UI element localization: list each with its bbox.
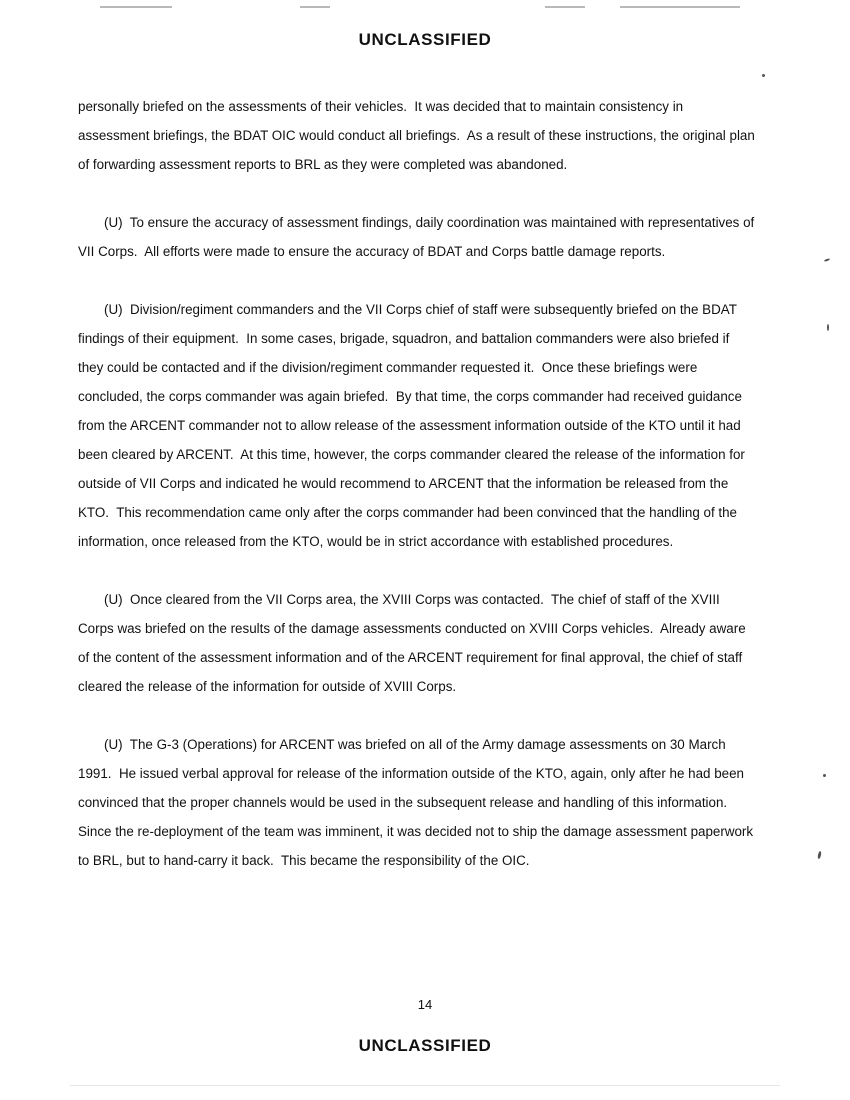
classification-header: UNCLASSIFIED: [358, 30, 492, 49]
document-body: [78, 92, 758, 875]
scan-edge-line: [70, 1085, 780, 1086]
scan-artifact-mark: [620, 6, 740, 8]
paragraph: (U) Once cleared from the VII Corps area, the XVIII Corps was contacted. The chief of staff of the XVIII Corps was briefed on the results of the damage assessments conducted on XVIII Corps vehicles. Already aware of the content of the assessment information and of the ARCENT requirement for final approval, the chief of staff cleared the release of the information for outside of XVIII Corps.: [78, 592, 750, 694]
scan-artifact-mark: [545, 6, 585, 8]
scan-speck: [823, 774, 826, 777]
paragraph: (U) The G-3 (Operations) for ARCENT was briefed on all of the Army damage assessments on 30 March 1991. He issued verbal approval for release of the information outside of the KTO, again, only after he had been convinced that the proper channels would be used in the subsequent release and handling of this information. Since the re-deployment of the team was imminent, it was decided not to ship the damage assessment paperwork to BRL, but to hand-carry it back. This became the responsibility of the OIC.: [78, 737, 757, 868]
scan-artifact-mark: [300, 6, 330, 8]
page-number: 14: [417, 997, 433, 1012]
scan-speck: [827, 324, 829, 331]
paragraph: (U) To ensure the accuracy of assessment findings, daily coordination was maintained with representatives of VII Corps. All efforts were made to ensure the accuracy of BDAT and Corps battle damage reports.: [78, 215, 759, 259]
paragraph: personally briefed on the assessments of their vehicles. It was decided that to maintain consistency in assessment briefings, the BDAT OIC would conduct all briefings. As a result of these instructions, the original plan of forwarding assessment reports to BRL as they were completed was abandoned.: [78, 99, 759, 172]
paragraph: (U) Division/regiment commanders and the VII Corps chief of staff were subsequently briefed on the BDAT findings of their equipment. In some cases, brigade, squadron, and battalion commanders were also briefed if they could be contacted and if the division/regiment commander requested it. Once these briefings were concluded, the corps commander was again briefed. By that time, the corps commander had received guidance from the ARCENT commander not to allow release of the assessment information outside of the KTO until it had been cleared by ARCENT. At this time, however, the corps commander cleared the release of the information for outside of VII Corps and indicated he would recommend to ARCENT that the information be released from the KTO. This recommendation came only after the corps commander had been convinced that the handling of the information, once released from the KTO, would be in strict accordance with established procedures.: [78, 302, 749, 549]
scan-speck: [762, 74, 765, 77]
scan-speck: [824, 258, 830, 262]
classification-footer: UNCLASSIFIED: [358, 1036, 492, 1055]
scan-speck: [817, 851, 822, 859]
scan-artifact-mark: [100, 6, 172, 8]
